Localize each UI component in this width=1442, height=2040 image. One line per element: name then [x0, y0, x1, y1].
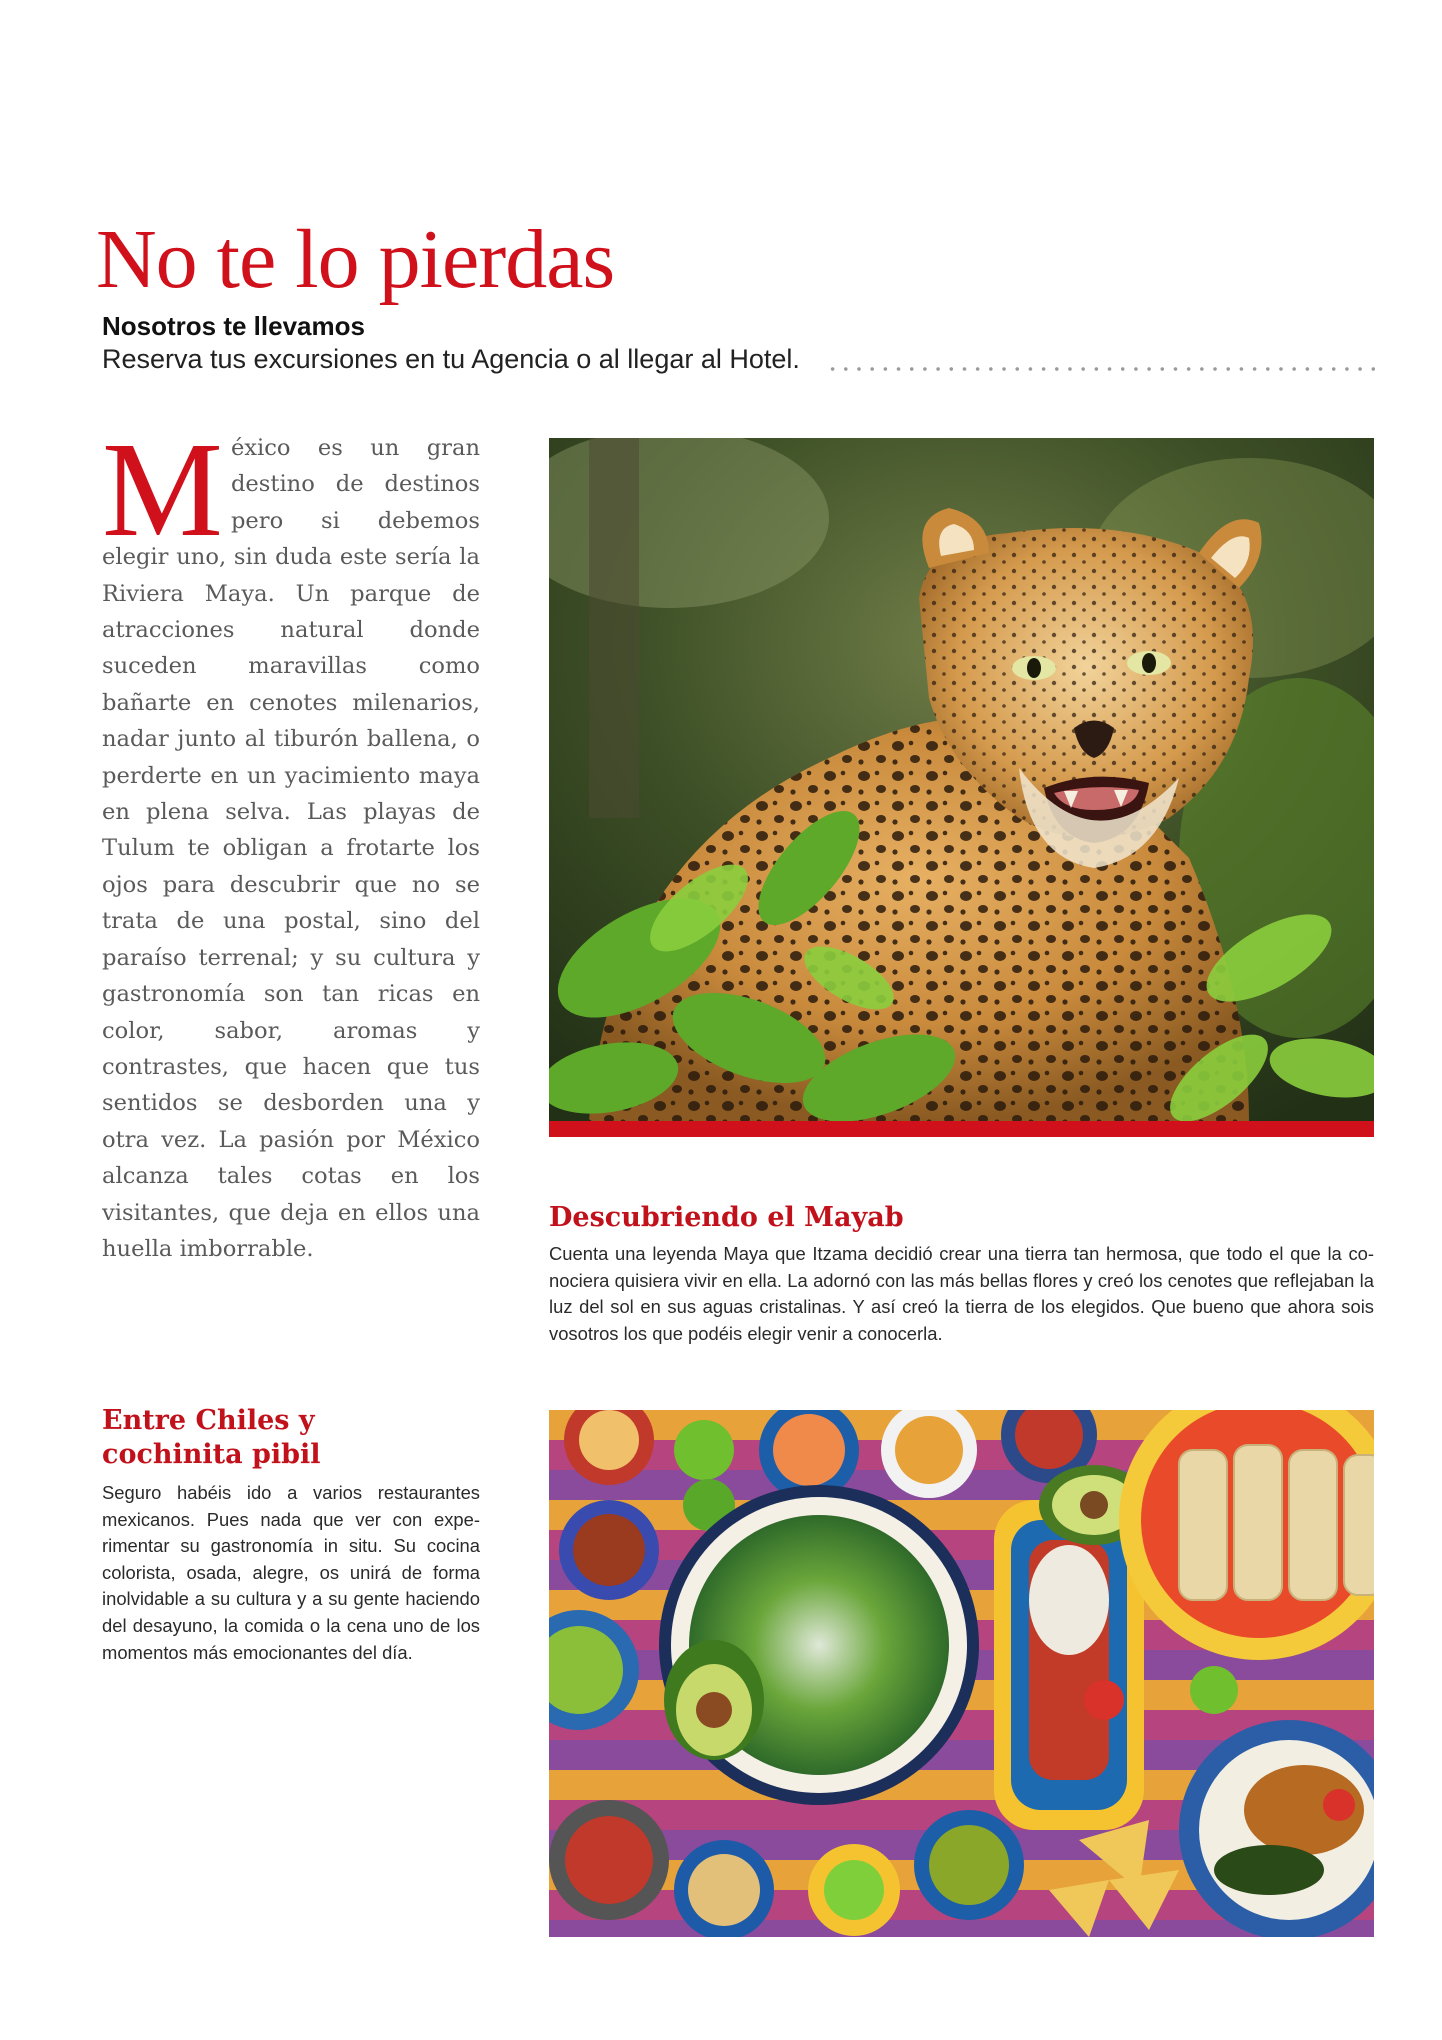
section-title-line: Entre Chiles y	[102, 1405, 315, 1436]
dotted-divider	[826, 366, 1376, 372]
accent-bar	[549, 1121, 1374, 1137]
section-title-line: cochinita pibil	[102, 1439, 321, 1470]
section-title-mayab: Descubriendo el Mayab	[549, 1202, 904, 1233]
mexican-food-photo	[549, 1410, 1374, 1937]
section-body-chiles: Seguro habéis ido a varios restaurantes mexicanos. Pues nada que ver con experimentar su gastronomía in situ. Su cocina colorista, osada, alegre, os unirá de forma inolvidable a su cultura y a su gente haciendo del desayuno, la comida o la cena uno de los momentos más emocionantes del día.	[102, 1482, 480, 1663]
intro-paragraph	[102, 415, 480, 1267]
intro-text: éxico es un gran destino de destinos pero si debemos elegir uno, sin duda este sería la Riviera Maya. Un parque de atracciones natural donde suceden maravillas como bañarte en cenotes milenarios, nadar junto al tiburón ballena, o perderte en un yacimiento maya en plena selva. Las playas de Tulum te obligan a frotarte los ojos para descubrir que no se trata de una postal, sino del paraíso terrenal; y su cultura y gastronomía son tan ricas en color, sabor, aromas y contrastes, que hacen que tus sentidos se desborden una y otra vez. La pasión por México alcanza tales cotas en los visitantes, que deja en ellos una huella imborrable.	[102, 435, 480, 1262]
section-body-mayab: Cuenta una leyenda Maya que Itzama decidió crear una tierra tan hermosa, que todo el que la conociera quisiera vivir en ella. La adornó con las más bellas flores y creó los cenotes que reflejaban la luz del sol en sus aguas cristalinas. Y así creó la tierra de los elegidos. Que bueno que ahora sois vosotros los que podéis elegir venir a conocerla.	[549, 1243, 1374, 1344]
page-title: No te lo pierdas	[96, 213, 615, 306]
dropcap: M	[102, 415, 223, 565]
page-subtitle: Nosotros te llevamos	[102, 311, 365, 341]
section-title-chiles	[102, 1404, 482, 1472]
jaguar-photo	[549, 438, 1374, 1121]
page-tagline: Reserva tus excursiones en tu Agencia o al llegar al Hotel.	[102, 344, 800, 374]
